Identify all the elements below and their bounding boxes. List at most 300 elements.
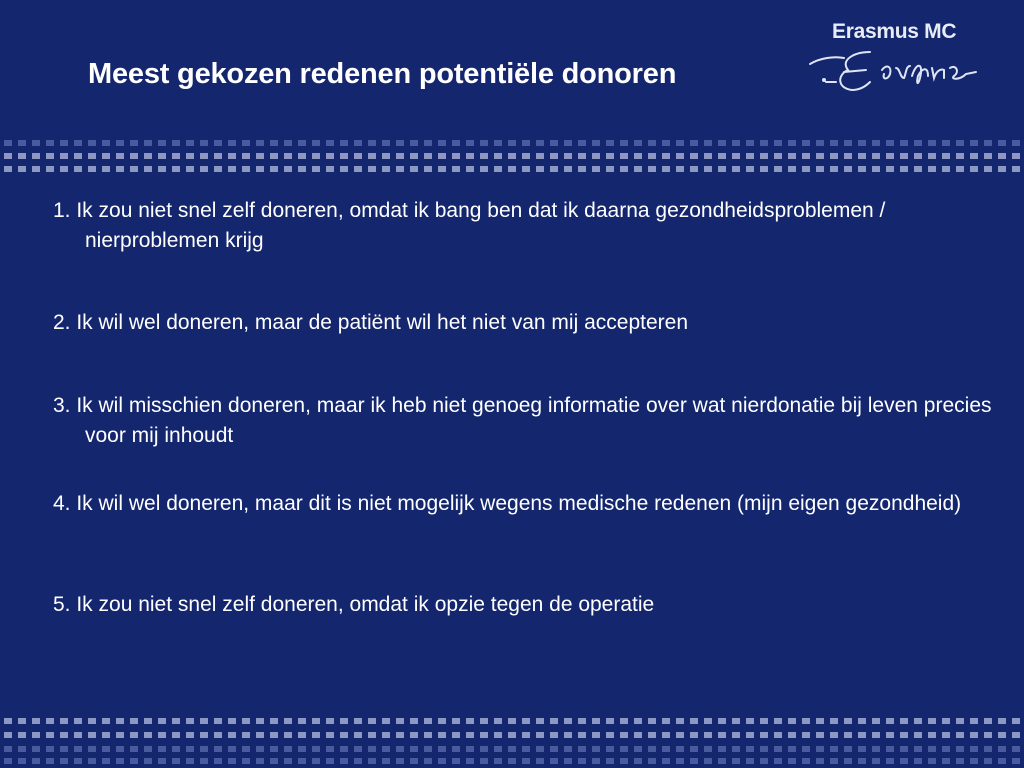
- dot: [74, 166, 82, 172]
- dot: [452, 153, 460, 159]
- dot: [340, 153, 348, 159]
- dot: [410, 166, 418, 172]
- dot: [998, 758, 1006, 764]
- dot: [242, 758, 250, 764]
- dot: [774, 153, 782, 159]
- dot: [662, 732, 670, 738]
- dot: [60, 140, 68, 146]
- dot: [970, 140, 978, 146]
- dot: [900, 718, 908, 724]
- dot: [438, 153, 446, 159]
- dot: [480, 746, 488, 752]
- dot: [410, 718, 418, 724]
- dot: [830, 153, 838, 159]
- dot: [606, 153, 614, 159]
- dot: [942, 718, 950, 724]
- reason-item-4: 4. Ik wil wel doneren, maar dit is niet mogelijk wegens medische redenen (mijn eigen gezondheid): [53, 492, 962, 515]
- dot: [32, 153, 40, 159]
- dot: [648, 746, 656, 752]
- dot: [368, 732, 376, 738]
- dot: [158, 758, 166, 764]
- dot: [508, 718, 516, 724]
- dot: [872, 140, 880, 146]
- dot: [648, 166, 656, 172]
- dot: [746, 153, 754, 159]
- dot: [186, 732, 194, 738]
- dot: [466, 732, 474, 738]
- dot: [284, 746, 292, 752]
- dot: [88, 718, 96, 724]
- dot: [760, 732, 768, 738]
- dot: [956, 718, 964, 724]
- dot: [536, 732, 544, 738]
- dot: [928, 140, 936, 146]
- dot: [914, 140, 922, 146]
- dot: [774, 140, 782, 146]
- dot: [424, 758, 432, 764]
- dot: [704, 758, 712, 764]
- dot: [480, 153, 488, 159]
- dot: [900, 732, 908, 738]
- dot: [676, 758, 684, 764]
- dot: [438, 718, 446, 724]
- dot: [956, 166, 964, 172]
- dot: [4, 140, 12, 146]
- dot: [452, 140, 460, 146]
- dot: [746, 718, 754, 724]
- dot: [270, 758, 278, 764]
- dot: [844, 758, 852, 764]
- dot: [844, 718, 852, 724]
- dot: [536, 758, 544, 764]
- dot: [494, 758, 502, 764]
- dot: [676, 732, 684, 738]
- dot: [564, 166, 572, 172]
- dot: [732, 140, 740, 146]
- dot: [816, 140, 824, 146]
- dot: [88, 140, 96, 146]
- dot: [46, 140, 54, 146]
- dot: [144, 153, 152, 159]
- dot: [116, 153, 124, 159]
- dot: [46, 153, 54, 159]
- dot: [676, 140, 684, 146]
- dot: [494, 140, 502, 146]
- dot: [970, 732, 978, 738]
- dot: [872, 718, 880, 724]
- dot: [396, 718, 404, 724]
- dot: [760, 166, 768, 172]
- dot: [564, 153, 572, 159]
- dot: [74, 718, 82, 724]
- dot: [942, 746, 950, 752]
- dot: [326, 758, 334, 764]
- dot: [452, 166, 460, 172]
- dot: [102, 718, 110, 724]
- dot: [802, 153, 810, 159]
- dot: [354, 732, 362, 738]
- dot: [354, 153, 362, 159]
- dot: [816, 153, 824, 159]
- dot: [914, 153, 922, 159]
- dot: [564, 758, 572, 764]
- dot: [270, 166, 278, 172]
- dot: [242, 732, 250, 738]
- dot: [214, 718, 222, 724]
- dot: [438, 746, 446, 752]
- dot: [46, 166, 54, 172]
- dot: [998, 746, 1006, 752]
- dot: [18, 758, 26, 764]
- dot: [830, 746, 838, 752]
- dot: [718, 718, 726, 724]
- dot: [648, 732, 656, 738]
- dot: [704, 746, 712, 752]
- dot: [270, 140, 278, 146]
- dot: [186, 140, 194, 146]
- dot: [536, 718, 544, 724]
- dot: [886, 166, 894, 172]
- dot: [382, 758, 390, 764]
- dot: [844, 166, 852, 172]
- dot: [942, 140, 950, 146]
- dot: [816, 166, 824, 172]
- dot: [620, 718, 628, 724]
- dot: [32, 140, 40, 146]
- dot: [928, 732, 936, 738]
- dot: [74, 153, 82, 159]
- dot: [200, 746, 208, 752]
- dot: [718, 166, 726, 172]
- dot: [116, 758, 124, 764]
- dot: [592, 140, 600, 146]
- dot: [130, 746, 138, 752]
- dot: [704, 732, 712, 738]
- dot: [228, 746, 236, 752]
- dot: [718, 746, 726, 752]
- dot: [396, 732, 404, 738]
- dot: [186, 718, 194, 724]
- dot: [298, 140, 306, 146]
- dot: [312, 758, 320, 764]
- dot: [466, 758, 474, 764]
- dot: [256, 758, 264, 764]
- dot: [592, 718, 600, 724]
- dot: [46, 718, 54, 724]
- dot: [242, 140, 250, 146]
- dot: [228, 153, 236, 159]
- dot: [732, 166, 740, 172]
- dot: [354, 166, 362, 172]
- dot: [872, 153, 880, 159]
- dot: [326, 746, 334, 752]
- dot: [256, 153, 264, 159]
- dot: [564, 746, 572, 752]
- reason-item-1: 1. Ik zou niet snel zelf doneren, omdat ik bang ben dat ik daarna gezondheidsproblemen / nierproblemen krijg: [53, 199, 886, 252]
- dot: [298, 746, 306, 752]
- dot: [578, 166, 586, 172]
- dot: [466, 746, 474, 752]
- dot: [858, 746, 866, 752]
- dot: [438, 732, 446, 738]
- dot: [620, 732, 628, 738]
- dot: [550, 732, 558, 738]
- dot: [760, 140, 768, 146]
- dot: [172, 166, 180, 172]
- dot: [634, 718, 642, 724]
- dot: [424, 718, 432, 724]
- dot: [186, 166, 194, 172]
- dot: [382, 732, 390, 738]
- dot: [928, 746, 936, 752]
- dot: [284, 166, 292, 172]
- dot: [46, 732, 54, 738]
- dot: [340, 746, 348, 752]
- dot: [102, 166, 110, 172]
- dot: [326, 732, 334, 738]
- dot: [648, 758, 656, 764]
- dot: [158, 153, 166, 159]
- dot: [1012, 153, 1020, 159]
- dot: [508, 732, 516, 738]
- dot: [354, 746, 362, 752]
- slide-title: Meest gekozen redenen potentiële donoren: [88, 58, 677, 90]
- dot: [144, 166, 152, 172]
- dot: [214, 166, 222, 172]
- dot: [172, 758, 180, 764]
- dot: [690, 166, 698, 172]
- dot: [158, 746, 166, 752]
- dot: [284, 758, 292, 764]
- dot: [900, 153, 908, 159]
- dot: [970, 718, 978, 724]
- dot: [522, 140, 530, 146]
- dot: [620, 140, 628, 146]
- dot: [186, 758, 194, 764]
- dot: [172, 140, 180, 146]
- dot: [718, 140, 726, 146]
- dot: [984, 746, 992, 752]
- dot: [200, 166, 208, 172]
- dot: [88, 758, 96, 764]
- dot: [914, 732, 922, 738]
- dot: [928, 153, 936, 159]
- dot: [116, 732, 124, 738]
- dot: [298, 718, 306, 724]
- dot: [760, 746, 768, 752]
- dot: [46, 746, 54, 752]
- dot: [4, 153, 12, 159]
- dot: [214, 153, 222, 159]
- dot: [256, 718, 264, 724]
- dot: [522, 153, 530, 159]
- dot: [746, 732, 754, 738]
- dot: [312, 718, 320, 724]
- dot: [200, 140, 208, 146]
- dot: [522, 718, 530, 724]
- dot: [802, 166, 810, 172]
- dot: [704, 153, 712, 159]
- dot: [382, 746, 390, 752]
- dot: [844, 746, 852, 752]
- dot: [452, 718, 460, 724]
- dot: [494, 746, 502, 752]
- dot: [550, 718, 558, 724]
- dot: [592, 166, 600, 172]
- erasmus-mc-logo: [800, 18, 990, 98]
- dot: [760, 758, 768, 764]
- dot: [536, 746, 544, 752]
- dot: [900, 758, 908, 764]
- dot: [466, 718, 474, 724]
- dot: [550, 746, 558, 752]
- dot: [74, 732, 82, 738]
- dot: [270, 732, 278, 738]
- dot: [676, 166, 684, 172]
- dot: [256, 166, 264, 172]
- dot: [424, 153, 432, 159]
- dot: [984, 153, 992, 159]
- dot: [144, 140, 152, 146]
- dot: [634, 166, 642, 172]
- dot: [816, 718, 824, 724]
- dot: [1012, 732, 1020, 738]
- dot: [256, 140, 264, 146]
- dot: [886, 718, 894, 724]
- dot: [662, 746, 670, 752]
- dot: [550, 153, 558, 159]
- dot: [368, 758, 376, 764]
- dot: [970, 153, 978, 159]
- dot: [424, 732, 432, 738]
- dot: [200, 732, 208, 738]
- dot: [970, 758, 978, 764]
- dot: [74, 140, 82, 146]
- dot: [312, 166, 320, 172]
- dot: [494, 166, 502, 172]
- dot: [130, 166, 138, 172]
- dot: [298, 732, 306, 738]
- dot: [1012, 758, 1020, 764]
- dot: [732, 758, 740, 764]
- dot: [340, 732, 348, 738]
- dot: [424, 166, 432, 172]
- dot: [830, 758, 838, 764]
- dot: [662, 166, 670, 172]
- dot: [46, 758, 54, 764]
- dot: [382, 718, 390, 724]
- dot: [998, 732, 1006, 738]
- dot: [592, 732, 600, 738]
- dot: [270, 153, 278, 159]
- dot: [508, 758, 516, 764]
- dot: [368, 153, 376, 159]
- dot: [536, 153, 544, 159]
- dot: [32, 758, 40, 764]
- dot: [774, 718, 782, 724]
- dot: [886, 153, 894, 159]
- dot: [340, 718, 348, 724]
- dot: [354, 140, 362, 146]
- dot: [466, 140, 474, 146]
- dot: [942, 758, 950, 764]
- dot: [732, 153, 740, 159]
- dot: [354, 718, 362, 724]
- dot: [998, 718, 1006, 724]
- dot: [578, 732, 586, 738]
- dot: [214, 732, 222, 738]
- dot: [158, 718, 166, 724]
- dot: [116, 746, 124, 752]
- dot: [956, 746, 964, 752]
- dot: [886, 758, 894, 764]
- dot: [32, 746, 40, 752]
- dot: [900, 166, 908, 172]
- dot: [550, 140, 558, 146]
- dot: [410, 153, 418, 159]
- dot: [102, 746, 110, 752]
- dot: [620, 166, 628, 172]
- dot: [872, 166, 880, 172]
- dot: [914, 758, 922, 764]
- dot: [998, 166, 1006, 172]
- dot: [760, 718, 768, 724]
- dot: [886, 732, 894, 738]
- dot: [130, 758, 138, 764]
- dot: [746, 166, 754, 172]
- dot: [844, 153, 852, 159]
- dot: [340, 166, 348, 172]
- dot: [88, 153, 96, 159]
- dot: [312, 153, 320, 159]
- dot: [578, 140, 586, 146]
- dot: [130, 732, 138, 738]
- dot: [606, 718, 614, 724]
- dot: [508, 153, 516, 159]
- dot: [284, 140, 292, 146]
- dot: [634, 746, 642, 752]
- dot: [18, 140, 26, 146]
- dot: [718, 758, 726, 764]
- dot: [60, 732, 68, 738]
- dot: [802, 718, 810, 724]
- dot: [480, 718, 488, 724]
- dot: [956, 732, 964, 738]
- dot: [312, 746, 320, 752]
- dot: [396, 758, 404, 764]
- dot: [886, 140, 894, 146]
- dot: [214, 140, 222, 146]
- erasmus-signature-icon: [800, 44, 990, 104]
- dot: [494, 153, 502, 159]
- dot: [18, 166, 26, 172]
- dot: [228, 758, 236, 764]
- dot: [214, 746, 222, 752]
- dot: [984, 758, 992, 764]
- dot: [550, 166, 558, 172]
- dot: [522, 758, 530, 764]
- dot: [354, 758, 362, 764]
- dot: [242, 718, 250, 724]
- dot: [116, 718, 124, 724]
- dot: [116, 166, 124, 172]
- dot: [634, 140, 642, 146]
- dot: [942, 732, 950, 738]
- dot: [410, 758, 418, 764]
- dot: [690, 758, 698, 764]
- dot: [830, 166, 838, 172]
- dot: [312, 140, 320, 146]
